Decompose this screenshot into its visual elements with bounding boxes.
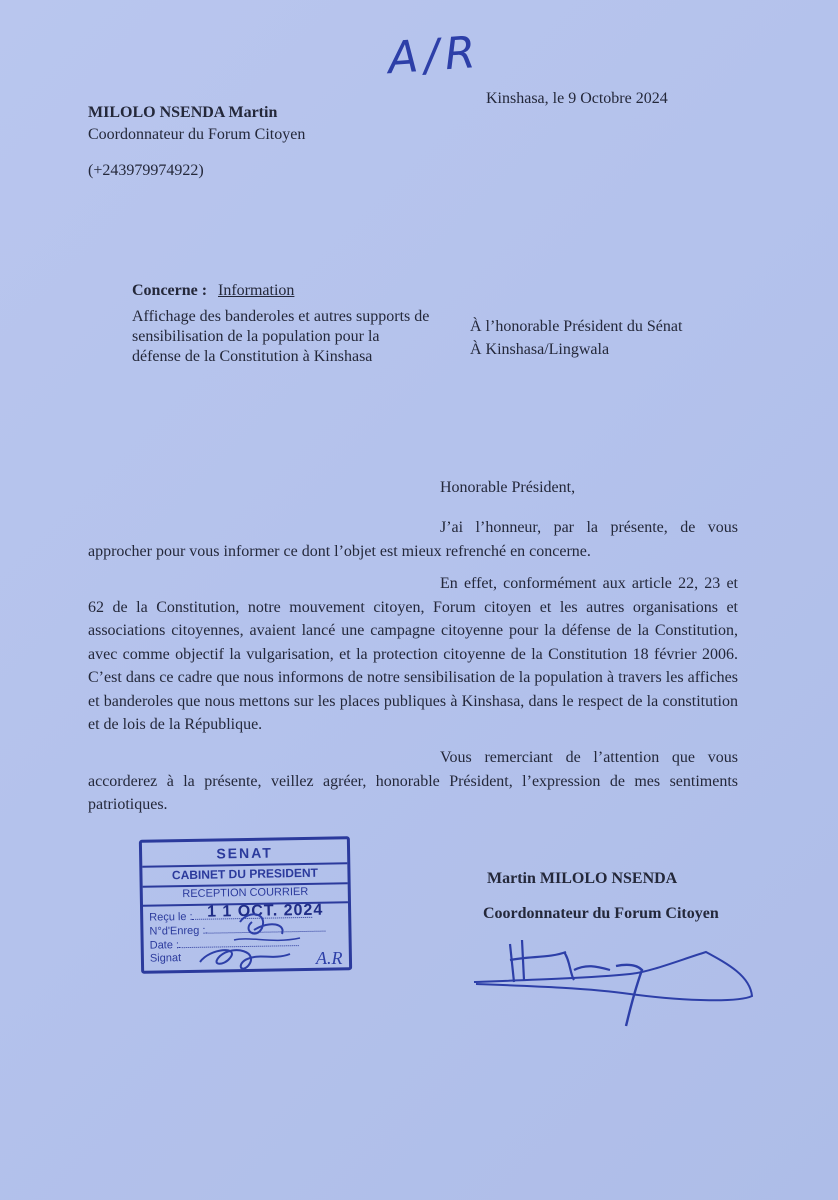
signer-title: Coordonnateur du Forum Citoyen [483, 905, 719, 922]
stamp-org: SENAT [216, 844, 273, 862]
stamp-handwritten-scribble [190, 900, 320, 980]
subject-label: Concerne : [132, 282, 208, 299]
stamp-initials: A.R [316, 948, 343, 968]
addressee-line-2: À Kinshasa/Lingwala [470, 341, 610, 358]
signer-name: Martin MILOLO NSENDA [487, 870, 678, 887]
subject-value: Information [218, 282, 295, 299]
body-paragraph: Vous remerciant de l’attention que vous accorderez à la présente, veillez agréer, honorable Président, l’expression de mes sentiments patriotiques. [88, 749, 738, 813]
handwritten-signature [470, 930, 760, 1030]
stamp-field-label: N°d'Enreg : [149, 924, 206, 938]
stamp-department: RECEPTION COURRIER [182, 885, 309, 901]
sender-title: Coordonnateur du Forum Citoyen [88, 126, 306, 143]
body-paragraph: En effet, conformément aux article 22, 23 et 62 de la Constitution, notre mouvement citoyen, Forum citoyen et les autres organisations et associations citoyennes, avaient lancé une campagne citoyenne pour la défense de la Constitution, avec comme objectif la vulgarisation, et la protection citoyenne de la Constitution 18 février 2006. C’est dans ce cadre que nous informons de notre sensibilisation de la population à travers les affiches et banderoles que nous mettons sur les places publiques à Kinshasa, dans le respect de la constitution et de lois de la République. [88, 575, 738, 733]
subject-detail: Affichage des banderoles et autres supports de sensibilisation de la population pour la défense de la Constitution à Kinshasa [132, 308, 430, 365]
place-and-date: Kinshasa, le 9 Octobre 2024 [486, 90, 668, 107]
salutation: Honorable Président, [440, 479, 576, 496]
addressee-line-1: À l’honorable Président du Sénat [470, 318, 683, 335]
stamp-field-label: Date : [149, 939, 180, 952]
body-paragraph: J’ai l’honneur, par la présente, de vous approcher pour vous informer ce dont l’objet est mieux refrenché en concerne. [88, 519, 738, 560]
stamp-field-label: Signat [149, 952, 182, 965]
stamp-date-value: 1 1 OCT. 2024 [206, 901, 324, 921]
stamp-field-label: Reçu le : [149, 910, 193, 924]
stamp-unit: CABINET DU PRESIDENT [171, 865, 319, 883]
sender-name: MILOLO NSENDA Martin [88, 104, 278, 121]
handwritten-annotation: A/R [386, 26, 484, 85]
sender-phone: (+243979974922) [88, 162, 204, 179]
